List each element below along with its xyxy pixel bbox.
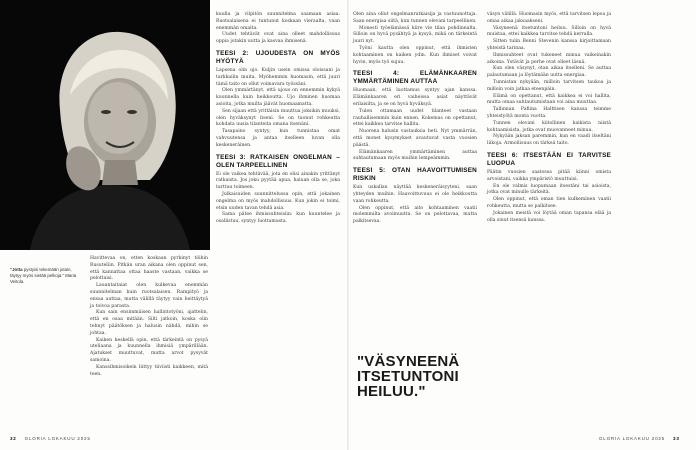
section-heading: TEESI 5: OTAN HAAVOITTUMISEN RISKIN: [353, 167, 477, 183]
body-paragraph: Tunnen olevani kiitollinen kaikista niistä kohtaamisista, jotka ovat muovanneet minua.: [487, 120, 611, 133]
body-paragraph: Elämä on opettanut, että kaikkea ei voi hallita, mutta omaa suhtautumistaan voi aina muuttaa.: [487, 93, 611, 106]
body-paragraph: Kaiken keskellä opin, että tärkeintä on pysyä uteliaana ja kuunnella ihmisiä ympärillään. Ajatukset muuttuvat, mutta arvot pysyvät samoina.: [90, 337, 208, 363]
body-paragraph: Kun sain ensimmäisen hallintotyöni, ajattelin, että en osaa mitään. Silti jatkoin, koska olin tehnyt päätöksen ja halusin nähdä, mihin se johtaa.: [90, 310, 208, 336]
right-footer: [599, 436, 680, 441]
section-heading: TEESI 2: UJOUDESTA ON MYÖS HYÖTYÄ: [216, 49, 340, 65]
right-column-2: [487, 12, 611, 224]
left-page: [0, 0, 347, 450]
body-paragraph: Julkaisuiden suunnittelussa opin, että jokainen ongelma on myös mahdollisuus. Kun jokin ei toimi, etsin uuden tavan tehdä asia.: [216, 191, 340, 211]
body-paragraph: Olen oppinut, että oman tien kulkeminen vaatii rohkeutta, mutta se palkitsee.: [487, 197, 611, 209]
body-paragraph: Olen oppinut, että aito kohtaaminen vaatii molemmilta avoimuutta. Se on pelottavaa, mutta palkitsevaa.: [353, 205, 477, 225]
body-paragraph: Olen aina ollut ongelmanratkaisija ja vastuunottaja. Saan energiaa siitä, kun tunnen olevani tarpeellinen.: [353, 12, 477, 24]
body-paragraph: En ole valmis luopumaan itsestäni tai asioista, jotka ovat minulle tärkeitä.: [487, 183, 611, 196]
body-paragraph: Tulen ottamaan uudet tilanteet vastaan rauhallisemmin kuin ennen. Kokemus on opettanut, ettei kaikkea tarvitse hallita.: [353, 108, 477, 128]
body-paragraph: Päätin vuosien saatossa pitää kiinni omista arvoistani, vaikka ympäristö muuttuisi.: [487, 169, 611, 182]
body-paragraph: Tunnistan nykyään, milloin tarvitsen taukoa ja milloin voin jatkaa eteenpäin.: [487, 79, 611, 92]
magazine-issue: GLORIA LOKAKUU 2025: [24, 436, 91, 441]
body-paragraph: Jokainen meistä voi löytää oman tapansa elää ja olla sinut itsensä kanssa.: [487, 210, 611, 223]
body-paragraph: kuulla ja vilpitön suunnitelma saamaan asiaa. Ruotsalaisena ei tuntunut koskaan vieraalta, vaan enemmän omalta.: [216, 12, 340, 31]
body-paragraph: Kanssihmisoikein liittyy tiiviisti kaikkeen, mitä teen.: [90, 364, 208, 377]
section-heading: TEESI 4: ELÄMÄNKAAREN YMMÄRTÄMINEN AUTTAA: [353, 70, 477, 86]
body-paragraph: Lauantaitaiat olen kulkevaa enemmän suunnitelman kuin ruotsalaisen. Rampityö ja ensaa auttaa, mutta välillä täytyy vain heittäytyä ja toivoa parasta.: [90, 283, 208, 309]
body-paragraph: Olen ymmärtänyt, että ujous on ennemmin kykyä kuunnella kuin heikkoutta. Ujo ihminen huomaa asioita, jotka muilta jäävät huomaamatta.: [216, 88, 340, 107]
left-column-1: [90, 256, 208, 378]
section-heading: TEESI 3: RATKAISEN ONGELMAN – OLEN TARPEELLINEN: [216, 153, 340, 169]
portrait-photo: [0, 0, 210, 250]
body-paragraph: Kun uskallan näyttää keskeneräisyyteni, saan yhteyden muihin. Haavoittuvuus ei ole heikkoutta vaan rohkeutta.: [353, 185, 477, 204]
body-paragraph: Nykyään jaksan paremmin, kun en vaadi itseltäni liikoja. Armollisuus on tärkeä taito.: [487, 134, 611, 147]
section-heading: TEESI 6: ITSESTÄÄN EI TARVITSE LUOPUA: [487, 151, 611, 167]
body-paragraph: Sitten tulin Benni Stevenin kanssa kirjoittamaan yhteistä tarinaa.: [487, 39, 611, 51]
page-number: 33: [673, 436, 680, 441]
body-paragraph: Ei ole vaikea tehtävää, jota en olisi ainakin yrittänyt ratkaista. Jos joku pyytää apua, haluan olla se, joka tarttuu toimeen.: [216, 171, 340, 191]
photo-caption: [10, 267, 78, 285]
body-paragraph: Ihmissuhteet ovat tukeneet minua vaikeinakin aikoina. Ystävät ja perhe ovat olleet läsnä.: [487, 52, 611, 65]
body-paragraph: Tallinnan Pafiina Halttisen kanssa teimme yhteistyötä monta vuotta.: [487, 107, 611, 119]
body-paragraph: Monesti työelämässä kiire vie tilaa pohdinnalta. Silloin on hyvä pysähtyä ja kysyä, mikä on tärkeintä juuri nyt.: [353, 25, 477, 45]
body-paragraph: Nuorena halusin vastauksia heti. Nyt ymmärrän, että monet kysymykset avautuvat vasta vuosien päästä.: [353, 129, 477, 148]
body-paragraph: Huomaan, että luottamus syntyy ajan kanssa. Elämänkaaren eri vaiheissa asiat näyttävät erilaisilta, ja se on hyvä hyväksyä.: [353, 88, 477, 107]
body-paragraph: Työni kautta olen oppinut, että ihmisten kohtaaminen on kaiken ydin. Kun ihmiset voivat hyvin, myös työ sujuu.: [353, 45, 477, 65]
body-paragraph: Elämänkaaren ymmärtäminen auttaa suhtautumaan myös muihin lempeämmin.: [353, 149, 477, 162]
body-paragraph: Väsyneenä itsetuntoni heiluu. Silloin on hyvä muistaa, ettei kaikkea tarvitse tehdä kerralla.: [487, 25, 611, 38]
right-page: [349, 0, 696, 450]
right-column-1: [353, 12, 477, 226]
caption-quote-mark: "Jotta: [10, 267, 23, 272]
body-paragraph: Kun olen väsynyt, otan aikaa itselleni. Se auttaa palautumaan ja löytämään uutta energiaa.: [487, 66, 611, 79]
intro-paragraph: Havittevaa on, etten koskaan pyrkinyt töihin Rusuteliin. Pitkän uran aikana olen oppinut sen, että kannattaa ottaa haaste vastaan, vaikka se pelottaisi.: [90, 256, 208, 282]
left-footer: [10, 436, 91, 441]
body-paragraph: väsyn välillä. Huomasin myös, että tarvitsen lepoa ja omaa aikaa jaksaakseni.: [487, 12, 611, 24]
left-column-2: [216, 12, 340, 226]
body-paragraph: Sama pätee ihmissuhteisiin: kun kuuntelee ja osallistuu, syntyy luottamusta.: [216, 212, 340, 225]
caption-text: pystyisi tekemään jotain, täytyy myös sietää pelkoja." Maria Veitola.: [10, 267, 77, 284]
body-paragraph: Sen sijaan että yrittäisin muuttua joksikin muuksi, olen hyväksynyt itseni. Se on tuonut rohkeutta kohdata uusia tilanteita omana itsenäni.: [216, 108, 340, 128]
body-paragraph: Tasapaino syntyy, kun tunnistaa omat vahvuutensa ja antaa itselleen luvan olla keskeneräinen.: [216, 129, 340, 148]
body-paragraph: Uudet tehtävät ovat aina olleet mahdollisuus oppia jotakin uutta ja kasvaa ihmisenä.: [216, 32, 340, 45]
pull-quote: "VÄSYNEENÄ ITSETUNTONI HEILUU.": [357, 353, 460, 400]
magazine-issue: GLORIA LOKAKUU 2025: [599, 436, 665, 441]
page-number: 32: [10, 436, 17, 441]
body-paragraph: Lapsena olin ujo. Kuljin usein omissa oloissani ja tarkkailin muita. Myöhemmin huomasin, että juuri tämä taito on ollut voimavara työssäni.: [216, 67, 340, 87]
